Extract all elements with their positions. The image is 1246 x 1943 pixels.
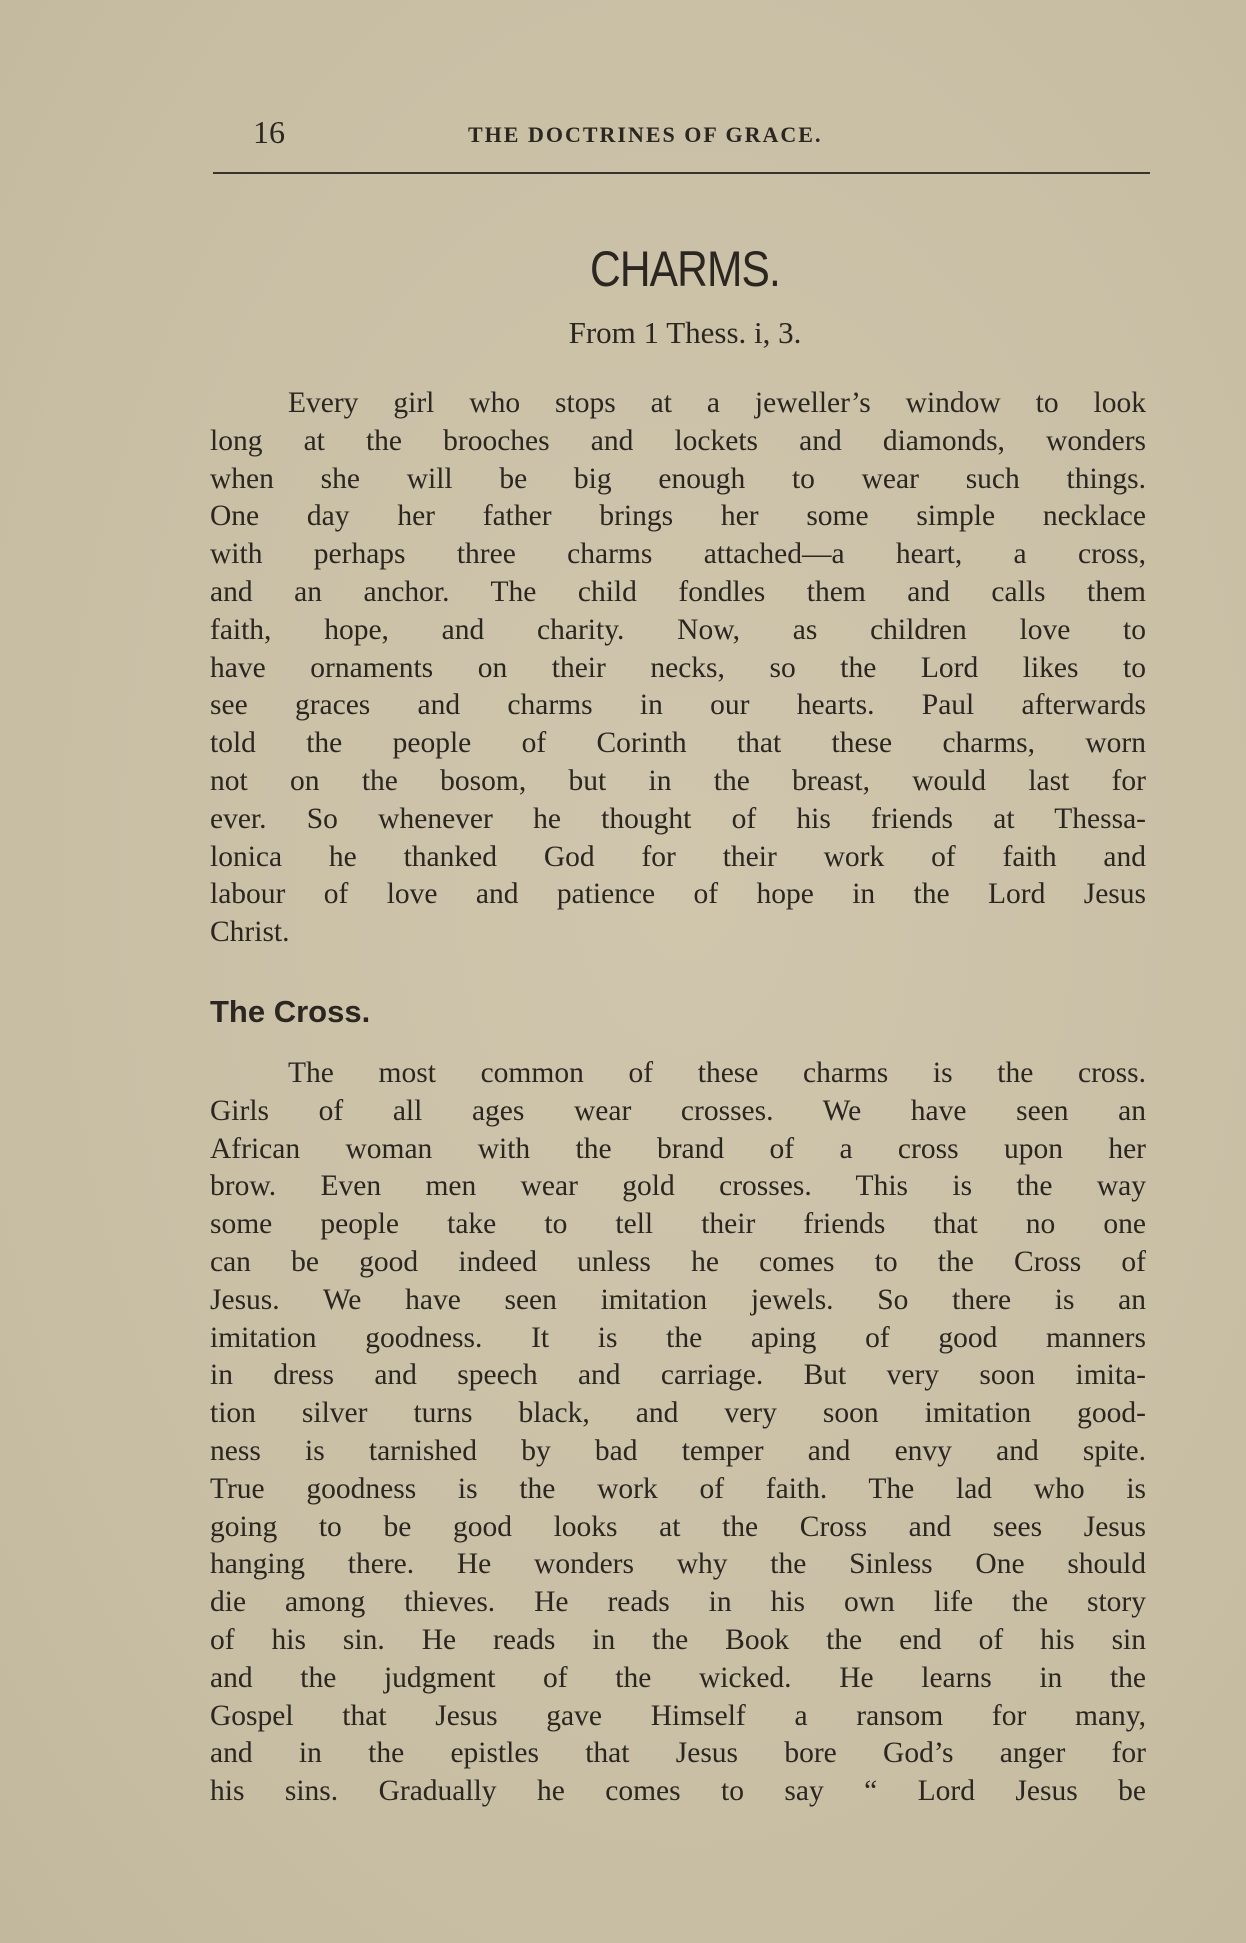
page-number: 16 bbox=[253, 114, 285, 150]
text-line: see graces and charms in our hearts. Paul afterwards bbox=[210, 689, 1146, 722]
text-line: long at the brooches and lockets and diamonds, wonders bbox=[210, 424, 1146, 457]
paragraph-the-cross bbox=[210, 1055, 1146, 1811]
text-line: faith, hope, and charity. Now, as children love to bbox=[210, 613, 1146, 646]
text-line: Christ. bbox=[210, 916, 290, 949]
text-line: labour of love and patience of hope in the Lord Jesus bbox=[210, 878, 1146, 911]
text-line: True goodness is the work of faith. The lad who is bbox=[210, 1472, 1146, 1505]
text-line: and in the epistles that Jesus bore God’s anger for bbox=[210, 1737, 1146, 1770]
text-line: Gospel that Jesus gave Himself a ransom for many, bbox=[210, 1699, 1146, 1732]
text-line: not on the bosom, but in the breast, would last for bbox=[210, 764, 1146, 797]
text-line: and the judgment of the wicked. He learns in the bbox=[210, 1661, 1146, 1694]
text-line: his sins. Gradually he comes to say “ Lord Jesus be bbox=[210, 1775, 1146, 1808]
section-heading: The Cross. bbox=[210, 994, 371, 1029]
text-line: of his sin. He reads in the Book the end of his sin bbox=[210, 1623, 1146, 1656]
text-line: told the people of Corinth that these charms, worn bbox=[210, 727, 1146, 760]
text-line: die among thieves. He reads in his own life the story bbox=[210, 1586, 1146, 1619]
text-line: in dress and speech and carriage. But very soon imita- bbox=[210, 1359, 1146, 1392]
text-line: The most common of these charms is the cross. bbox=[288, 1057, 1146, 1089]
text-line: lonica he thanked God for their work of faith and bbox=[210, 840, 1146, 873]
running-title: THE DOCTRINES OF GRACE. bbox=[468, 122, 823, 147]
text-line: Girls of all ages wear crosses. We have seen an bbox=[210, 1094, 1146, 1127]
text-line: Every girl who stops at a jeweller’s window to look bbox=[288, 387, 1146, 419]
text-line: imitation goodness. It is the aping of good manners bbox=[210, 1321, 1146, 1354]
text-line: some people take to tell their friends that no one bbox=[210, 1208, 1146, 1241]
chapter-title: CHARMS. bbox=[589, 241, 781, 297]
text-line: tion silver turns black, and very soon imitation good- bbox=[210, 1397, 1146, 1430]
text-line: hanging there. He wonders why the Sinless One should bbox=[210, 1548, 1146, 1581]
text-line: One day her father brings her some simple necklace bbox=[210, 500, 1146, 533]
text-line: African woman with the brand of a cross upon her bbox=[210, 1132, 1146, 1165]
header-rule bbox=[213, 172, 1150, 174]
text-line: ever. So whenever he thought of his friends at Thessa- bbox=[210, 802, 1146, 835]
text-line: ness is tarnished by bad temper and envy and spite. bbox=[210, 1434, 1146, 1467]
paragraph-charms bbox=[210, 385, 1146, 952]
text-line: Jesus. We have seen imitation jewels. So there is an bbox=[210, 1283, 1146, 1316]
text-line: brow. Even men wear gold crosses. This is the way bbox=[210, 1170, 1146, 1203]
text-line: with perhaps three charms attached—a heart, a cross, bbox=[210, 538, 1146, 571]
text-line: can be good indeed unless he comes to the Cross of bbox=[210, 1245, 1146, 1278]
text-line: have ornaments on their necks, so the Lord likes to bbox=[210, 651, 1146, 684]
text-line: when she will be big enough to wear such things. bbox=[210, 462, 1146, 495]
text-line: and an anchor. The child fondles them and calls them bbox=[210, 575, 1146, 608]
text-line: going to be good looks at the Cross and sees Jesus bbox=[210, 1510, 1146, 1543]
scripture-reference: From 1 Thess. i, 3. bbox=[568, 315, 802, 350]
